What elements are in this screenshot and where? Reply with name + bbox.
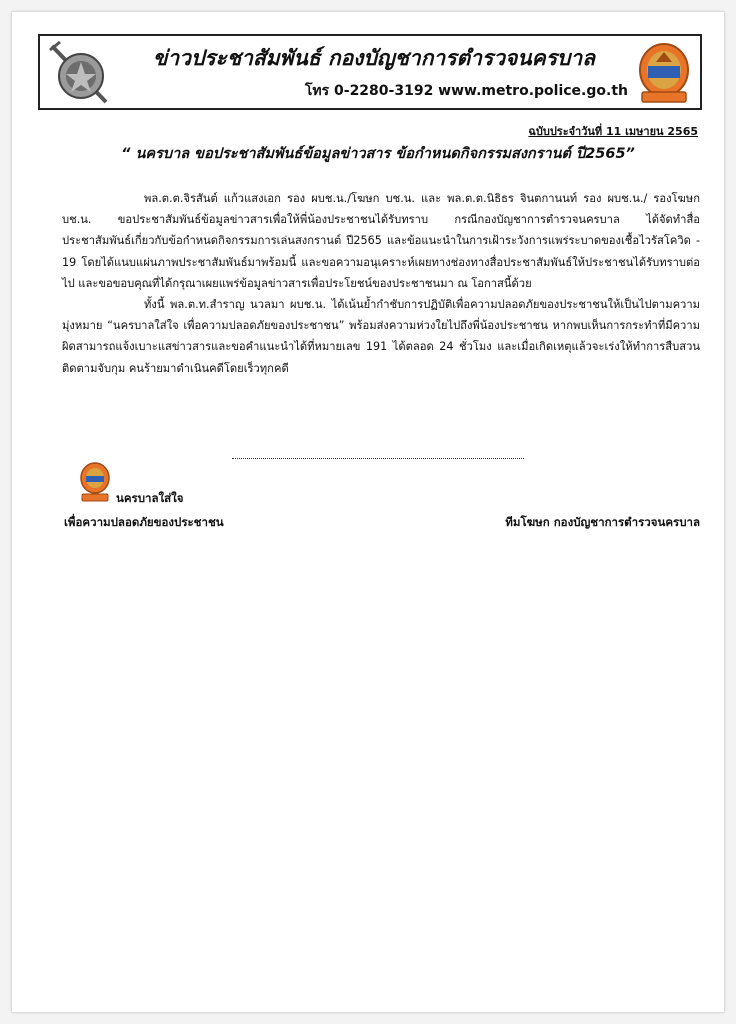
letterhead-contact: โทร 0-2280-3192 www.metro.police.go.th <box>304 83 628 99</box>
press-release-title: “ นครบาล ขอประชาสัมพันธ์ข้อมูลข่าวสาร ข้อกำหนดกิจกรรมสงกรานต์ ปี2565” <box>121 146 635 162</box>
body-paragraph: ทั้งนี้ พล.ต.ท.สำราญ นวลมา ผบช.น. ได้เน้นย้ำกำชับการปฏิบัติเพื่อความปลอดภัยของประชาชนให้เป็นไปตามความมุ่งหมาย “นครบาลใส่ใจ เพื่อความปลอดภัยของประชาชน” พร้อมส่งความห่วงใยไปถึงพี่น้องประชาชน หากพบเห็นการกระทำที่มีความผิดสามารถแจ้งเบาะแสข่าวสารและขอคำแนะนำได้ที่หมายเลข 191 ได้ตลอด 24 ชั่วโมง และเมื่อเกิดเหตุแล้วจะเร่งให้ทำการสืบสวน ติดตามจับกุม คนร้ายมาดำเนินคดีโดยเร็วทุกคดี <box>62 298 700 375</box>
signature: ทีมโฆษก กองบัญชาการตำรวจนครบาล <box>505 515 700 529</box>
slogan-line-2: เพื่อความปลอดภัยของประชาชน <box>64 515 224 529</box>
dotted-divider <box>232 458 524 459</box>
letterhead <box>38 34 702 110</box>
metropolitan-police-seal-icon <box>78 460 112 504</box>
metropolitan-police-seal-icon <box>634 40 694 106</box>
police-emblem-icon <box>46 40 112 106</box>
slogan-line-1: นครบาลใส่ใจ <box>116 491 184 505</box>
issue-date: ฉบับประจำวันที่ 11 เมษายน 2565 <box>528 125 698 138</box>
press-release-body <box>62 188 700 379</box>
body-paragraph: พล.ต.ต.จิรสันต์ แก้วแสงเอก รอง ผบช.น./โฆษก บช.น. และ พล.ต.ต.นิธิธร จินตกานนท์ รอง ผบช.น./ รองโฆษก บช.น. ขอประชาสัมพันธ์ข้อมูลข่าวสารเพื่อให้พี่น้องประชาชนได้รับทราบ กรณีกองบัญชาการตำรวจนครบาล ได้จัดทำสื่อประชาสัมพันธ์เกี่ยวกับข้อกำหนดกิจกรรมการเล่นสงกรานต์ ปี2565 และข้อแนะนำในการเฝ้าระวังการแพร่ระบาดของเชื้อไวรัสโควิด - 19 โดยได้แนบแผ่นภาพประชาสัมพันธ์มาพร้อมนี้ และขอความอนุเคราะห์เผยทางช่องทางสื่อประชาสัมพันธ์ให้ประชาชนได้รับทราบต่อไป และขอขอบคุณที่ได้กรุณาเผยแพร่ข้อมูลข่าวสารเพื่อประโยชน์ของประชาชนมา ณ โอกาสนี้ด้วย <box>62 192 700 290</box>
document-page <box>12 12 724 1012</box>
letterhead-title: ข่าวประชาสัมพันธ์ กองบัญชาการตำรวจนครบาล <box>153 46 595 70</box>
